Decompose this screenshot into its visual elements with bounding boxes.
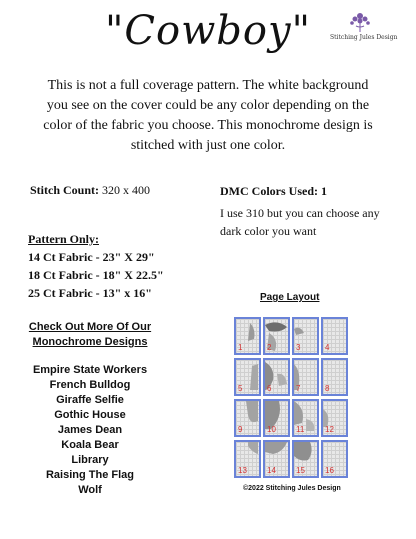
page-number: 6	[267, 384, 272, 393]
fabric-size-14ct: 14 Ct Fabric - 23" X 29"	[28, 250, 155, 264]
fabric-size-18ct: 18 Ct Fabric - 18" X 22.5"	[28, 268, 164, 282]
page-tile	[234, 317, 261, 355]
list-item: Raising The Flag	[45, 469, 134, 481]
stitch-count-label: Stitch Count:	[30, 183, 100, 197]
page-tile	[292, 317, 319, 355]
page-tile	[321, 358, 348, 396]
page-number: 15	[296, 466, 305, 475]
list-item: French Bulldog	[49, 379, 131, 391]
page-number: 10	[267, 425, 276, 434]
copyright-notice: ©2022 Stitching Jules Design	[243, 485, 341, 492]
page-number: 11	[296, 425, 305, 434]
page-tile	[263, 358, 290, 396]
page-tile	[263, 440, 290, 478]
list-item: Giraffe Selfie	[56, 394, 124, 406]
page-number: 4	[325, 343, 330, 352]
flower-icon	[346, 10, 374, 34]
page-tile	[321, 440, 348, 478]
page-number: 13	[238, 466, 247, 475]
page-tile	[292, 440, 319, 478]
dmc-description: I use 310 but you can choose any dark color you want	[220, 206, 380, 238]
list-item: Koala Bear	[61, 439, 119, 451]
logo-text: Stitching Jules Design	[330, 34, 398, 41]
pattern-only-heading: Pattern Only:	[28, 232, 99, 246]
stitch-count-value: 320 x 400	[102, 183, 151, 197]
page-tile	[234, 399, 261, 437]
page-tile	[263, 399, 290, 437]
brand-logo	[330, 10, 398, 41]
more-designs-heading	[20, 320, 160, 350]
fabric-size-25ct: 25 Ct Fabric - 13" x 16"	[28, 286, 152, 300]
page-number: 5	[238, 384, 243, 393]
pattern-title: "Cowboy"	[104, 8, 311, 54]
page-tile	[321, 317, 348, 355]
page-tile	[234, 358, 261, 396]
page-number: 16	[325, 466, 334, 475]
page-tile	[263, 317, 290, 355]
more-designs-heading-line2: Monochrome Designs	[32, 336, 148, 348]
more-designs-heading-line1: Check Out More Of Our	[28, 321, 152, 333]
more-designs-list	[20, 363, 160, 498]
page-tile	[292, 358, 319, 396]
page-number: 7	[296, 384, 301, 393]
page-number: 12	[325, 425, 334, 434]
page-tile	[292, 399, 319, 437]
intro-paragraph: This is not a full coverage pattern. The white background you see on the cover could be any color depending on the color of the fabric you choose. This monochrome design is stitched with just one color.	[43, 78, 373, 153]
page-layout-heading: Page Layout	[260, 292, 320, 303]
page-number: 8	[325, 384, 330, 393]
stitch-count	[30, 183, 150, 198]
page-number: 2	[267, 343, 272, 352]
page-tile	[234, 440, 261, 478]
page-number: 9	[238, 425, 243, 434]
list-item: Wolf	[78, 484, 102, 496]
list-item: Empire State Workers	[32, 364, 148, 376]
page-tile	[321, 399, 348, 437]
list-item: Library	[71, 454, 109, 466]
page-number: 14	[267, 466, 276, 475]
dmc-heading: DMC Colors Used: 1	[220, 184, 327, 198]
page-number: 1	[238, 343, 243, 352]
page-number: 3	[296, 343, 301, 352]
list-item: James Dean	[57, 424, 123, 436]
list-item: Gothic House	[54, 409, 126, 421]
